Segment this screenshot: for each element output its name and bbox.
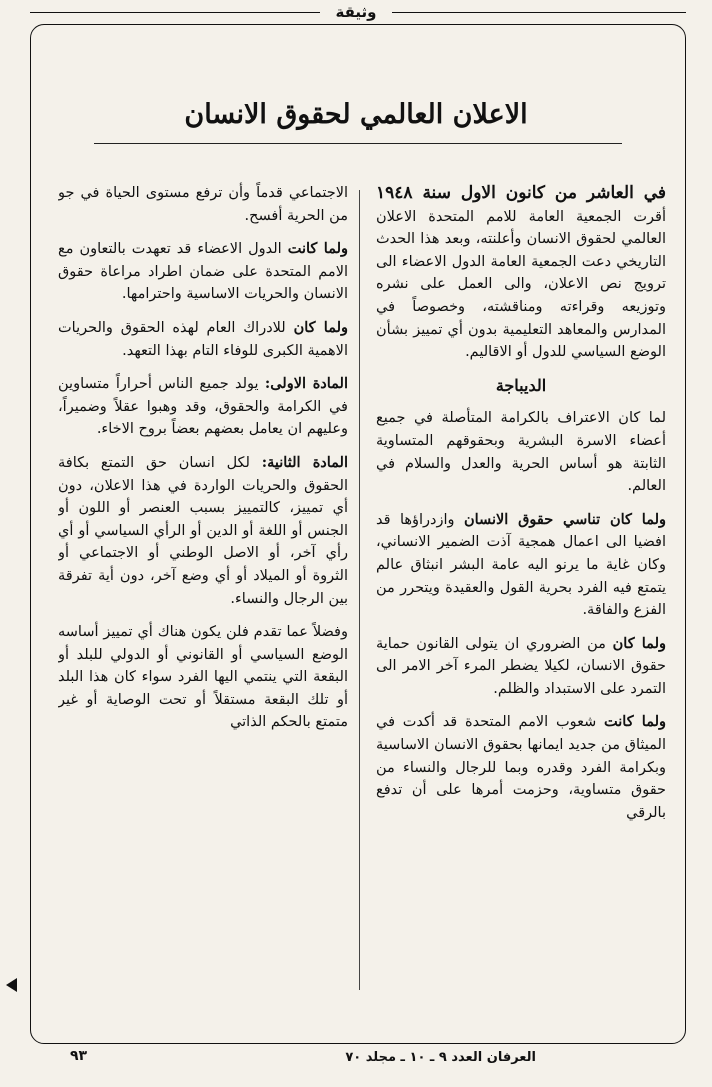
- right-column: [376, 182, 666, 1002]
- preamble-paragraph-4: [376, 711, 666, 824]
- preamble-3-lead: ولما كان: [612, 634, 666, 652]
- article-2-lead: المادة الثانية:: [261, 453, 348, 471]
- preamble-4-text: شعوب الامم المتحدة قد أكدت في الميثاق من جديد ايمانها بحقوق الانسان الاساسية وبكرامة الفرد وقدره وبما للرجال والنساء من حقوق متساوية، وحزمت أمرها على أن تدفع بالرقي: [376, 714, 666, 821]
- preamble-6-lead: ولما كان: [293, 318, 348, 336]
- preamble-4-lead: ولما كانت: [604, 713, 666, 731]
- preamble-paragraph-2: [376, 509, 666, 622]
- journal-citation: العرفان العدد ٩ ـ ١٠ ـ مجلد ٧٠: [345, 1050, 536, 1065]
- preamble-heading: الديباجة: [495, 375, 547, 395]
- article-1-text: يولد جميع الناس أحراراً متساوين في الكرامة والحقوق، وقد وهبوا عقلاً وضميراً، وعليهم ان يعامل بعضهم بعضاً بروح الاخاء.: [58, 376, 348, 438]
- preamble-5-lead: ولما كانت: [287, 240, 348, 258]
- preamble-2-lead: ولما كان تناسي حقوق الانسان: [463, 510, 666, 528]
- left-column: [58, 182, 348, 1002]
- header-label: وثيقة: [335, 3, 377, 21]
- page-number: ٩٣: [70, 1048, 88, 1064]
- preamble-paragraph-6: [58, 317, 348, 362]
- preamble-paragraph-1: لما كان الاعتراف بالكرامة المتأصلة في جميع أعضاء الاسرة البشرية وبحقوقهم المتساوية الثابتة هو أساس الحرية والعدل والسلام في العالم.: [376, 410, 666, 495]
- intro-text: أقرت الجمعية العامة للامم المتحدة الاعلان العالمي لحقوق الانسان وأعلنته، وبعد هذا الحدث التاريخي دعت الجمعية العامة الدول الاعضاء الى ترويج نص الاعلان، والى العمل على نشره وتوزيعه وقراءته ومناقشته، وخصوصاً في المدارس والمعاهد التعليمية بدون أي تمييز بشأن الوضع السياسي للدول أو الاقاليم.: [376, 208, 666, 361]
- header-rule-left: [30, 12, 320, 13]
- title-rule: [94, 143, 622, 144]
- page-edge-arrow-icon: [6, 978, 17, 992]
- preamble-2-text: وازدراؤها قد افضيا الى اعمال همجية آذت الضمير الانساني، وكان غاية ما يرنو اليه عامة البشر انبثاق عالم يتمتع فيه الفرد بحرية القول والعقيدة ويتحرر من الفزع والفاقة.: [376, 511, 666, 619]
- continuation-paragraph: الاجتماعي قدماً وأن ترفع مستوى الحياة في جو من الحرية أفسح.: [58, 185, 348, 224]
- intro-lead: في العاشر من كانون الاول سنة ١٩٤٨: [376, 183, 666, 203]
- header-rule-right: [392, 12, 686, 13]
- preamble-paragraph-5: [58, 238, 348, 306]
- preamble-3-text: من الضروري ان يتولى القانون حماية حقوق الانسان، لكيلا يضطر المرء آخر الامر الى التمرد على الاستبداد والظلم.: [376, 635, 666, 697]
- intro-paragraph: [376, 182, 666, 364]
- article-2-text: لكل انسان حق التمتع بكافة الحقوق والحريات الواردة في هذا الاعلان، دون أي تمييز، كالتمييز بسبب العنصر أو اللون أو الجنس أو اللغة أو الدين أو الرأي السياسي أو أي رأي آخر، أو الاصل الوطني أو الاجتماعي أو الثروة أو الميلاد أو أي وضع آخر، دون أية تفرقة بين الرجال والنساء.: [58, 454, 348, 607]
- preamble-paragraph-3: [376, 633, 666, 701]
- article-1-lead: المادة الاولى:: [264, 375, 348, 393]
- article-1-paragraph: [58, 373, 348, 441]
- preamble-5-text: الدول الاعضاء قد تعهدت بالتعاون مع الامم المتحدة على ضمان اطراد مراعاة حقوق الانسان والحريات الاساسية واحترامها.: [58, 241, 348, 303]
- article-2-continuation: وفضلاً عما تقدم فلن يكون هناك أي تمييز أساسه الوضع السياسي أو القانوني أو الدولي للبلد أو البقعة التي ينتمي اليها الفرد سواء كان هذا البلد أو تلك البقعة مستقلاً أو تحت الوصاية أو غير متمتع بالحكم الذاتي: [58, 624, 348, 731]
- page-title: الاعلان العالمي لحقوق الانسان: [184, 99, 528, 130]
- column-divider: [359, 190, 360, 990]
- preamble-6-text: للادراك العام لهذه الحقوق والحريات الاهمية الكبرى للوفاء التام بهذا التعهد.: [58, 319, 348, 359]
- article-2-paragraph: [58, 452, 348, 610]
